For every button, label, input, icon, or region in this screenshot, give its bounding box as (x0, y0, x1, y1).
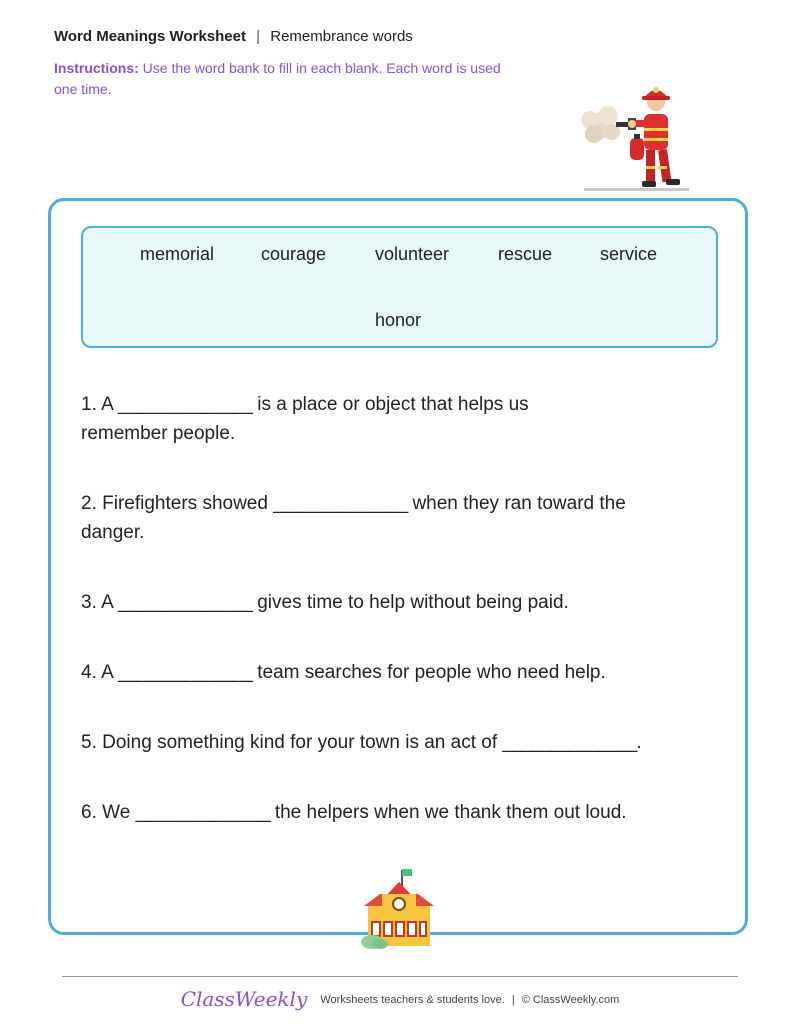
question-text-after: team searches for people who need help. (257, 662, 606, 683)
school-house-illustration (358, 866, 440, 951)
question-number: 1. (81, 394, 97, 415)
question-text-after: is a place or object that helps us remember people. (81, 394, 529, 444)
worksheet-subtitle: Remembrance words (270, 28, 413, 45)
question-4 (81, 658, 701, 687)
question-3 (81, 588, 701, 617)
footer-divider-char: | (511, 994, 515, 1006)
answer-blank[interactable]: ______________ (273, 493, 408, 514)
question-text-after: when they ran toward the danger. (81, 493, 626, 543)
instructions-text: Use the word bank to fill in each blank. Each word is used one time. (54, 60, 501, 97)
answer-blank[interactable]: ______________ (135, 802, 270, 823)
worksheet-header (54, 28, 413, 45)
question-text-before: A (101, 394, 113, 415)
question-text-before: A (101, 592, 113, 613)
word-bank-item: courage (261, 244, 327, 264)
worksheet-title: Word Meanings Worksheet (54, 28, 246, 45)
footer (0, 987, 800, 1011)
brand-logo: ClassWeekly (180, 987, 308, 1011)
question-number: 6. (81, 802, 97, 823)
question-text-after: gives time to help without being paid. (257, 592, 569, 613)
footer-divider (62, 976, 738, 977)
question-number: 2. (81, 493, 97, 514)
question-text-after: the helpers when we thank them out loud. (274, 802, 627, 823)
answer-blank[interactable]: ______________ (118, 394, 252, 415)
instructions-label: Instructions: (54, 60, 139, 76)
question-1 (81, 390, 601, 448)
question-number: 4. (81, 662, 97, 683)
footer-tagline: Worksheets teachers & students love. (320, 994, 505, 1006)
answer-blank[interactable]: ______________ (118, 662, 252, 683)
word-bank-item: honor (375, 310, 422, 330)
question-text-after: . (636, 732, 642, 753)
question-5 (81, 728, 721, 757)
footer-copyright: © ClassWeekly.com (521, 994, 620, 1006)
question-text-before: Firefighters showed (102, 493, 268, 514)
question-2 (81, 489, 661, 547)
word-bank-item: volunteer (375, 244, 450, 264)
word-bank-item: rescue (498, 244, 553, 264)
question-text-before: We (102, 802, 131, 823)
firefighter-illustration (578, 78, 693, 196)
answer-blank[interactable]: ______________ (502, 732, 637, 753)
answer-blank[interactable]: ______________ (118, 592, 252, 613)
header-separator: | (256, 28, 261, 45)
word-bank-item: memorial (140, 244, 215, 264)
word-bank-item: service (600, 244, 658, 264)
instructions (54, 58, 524, 100)
question-number: 5. (81, 732, 97, 753)
question-6 (81, 798, 721, 827)
question-number: 3. (81, 592, 97, 613)
question-text-before: A (101, 662, 113, 683)
question-text-before: Doing something kind for your town is an act of (102, 732, 498, 753)
